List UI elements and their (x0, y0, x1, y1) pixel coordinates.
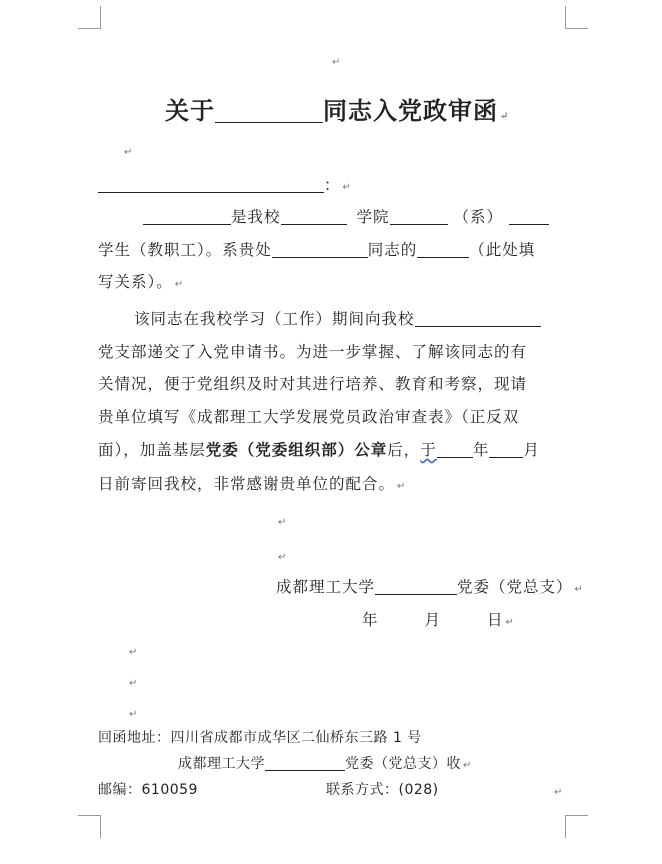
empty-paragraph (127, 640, 137, 663)
para2-line5 (98, 440, 540, 460)
para2-text: 党支部递交了入党申请书。为进一步掌握、了解该同志的有 (98, 343, 528, 361)
student-name-blank[interactable] (143, 208, 231, 225)
recipient-text: 成都理工大学 (178, 756, 265, 772)
para2-text: 面），加盖基层 (98, 441, 206, 459)
para2-text: 月 (523, 441, 540, 459)
relation-blank[interactable] (417, 241, 469, 258)
paragraph-mark: ↵ (174, 279, 184, 290)
para1-line2 (98, 240, 535, 260)
paragraph-mark: ↵ (129, 709, 138, 720)
title-prefix: 关于 (165, 96, 215, 125)
para1-line3 (98, 272, 183, 295)
para2-line1 (134, 309, 541, 329)
paragraph-mark: ↵ (332, 57, 341, 68)
postcode-text: 邮编：610059 (98, 782, 198, 798)
college-blank[interactable] (281, 208, 347, 225)
recipient-text: 党委（党总支）收 (345, 756, 461, 772)
para1-line1 (143, 207, 549, 227)
return-address (98, 728, 422, 748)
para2-text: 该同志在我校学习（工作）期间向我校 (134, 310, 415, 328)
deadline-month-blank[interactable] (489, 441, 523, 458)
recipient-blank[interactable] (265, 756, 345, 771)
contact-text: 联系方式：(028) (326, 782, 439, 798)
paragraph-mark: ↵ (574, 584, 583, 595)
empty-paragraph (127, 671, 137, 694)
para1-text: 学院 (356, 208, 390, 226)
para1-text: （此处填 (469, 241, 536, 259)
date-day-label: 日 (487, 611, 504, 629)
paragraph-mark: ↵ (554, 787, 563, 798)
para1-text: （系） (453, 208, 504, 226)
crop-mark-top-right (565, 6, 588, 29)
page-title (165, 97, 508, 131)
relative-name-blank[interactable] (272, 241, 368, 258)
addressee-blank[interactable] (98, 176, 324, 193)
signature-text: 成都理工大学 (276, 578, 376, 596)
para1-text: 是我校 (231, 208, 281, 226)
crop-mark-bottom-right (565, 815, 588, 838)
empty-paragraph (276, 545, 286, 568)
paragraph-mark: ↵ (505, 617, 514, 628)
para2-text: 年 (472, 441, 490, 459)
para2-line2 (98, 342, 527, 362)
para2-line6 (98, 474, 405, 497)
contact (326, 780, 439, 800)
signature-text: 党委（党总支） (457, 578, 573, 596)
title-suffix: 同志入党政审函 (323, 96, 498, 125)
return-address-text: 回函地址：四川省成都市成华区二仙桥东三路 1 号 (98, 730, 422, 746)
para2-text: 于 (420, 441, 437, 459)
para1-text: 写关系）。 (98, 273, 173, 291)
empty-paragraph (276, 510, 286, 533)
paragraph-mark: ↵ (397, 481, 406, 492)
paragraph-mark: ↵ (500, 111, 509, 122)
recipient-line (178, 754, 471, 776)
crop-mark-bottom-left (78, 815, 101, 838)
para1-text: 学生（教职工）。系贵处 (98, 241, 272, 259)
paragraph-mark: ↵ (342, 182, 351, 193)
seal-requirement-text: 党委（党委组织部）公章 (205, 441, 388, 459)
signature-org-blank[interactable] (375, 578, 457, 595)
paragraph-mark: ↵ (129, 678, 138, 689)
date-month-label: 月 (424, 611, 442, 629)
paragraph-mark: ↵ (463, 760, 472, 771)
crop-mark-top-left (78, 6, 101, 29)
department-blank[interactable] (390, 208, 448, 225)
empty-paragraph (127, 702, 137, 725)
deadline-year-blank[interactable] (437, 441, 473, 458)
date-year-label: 年 (362, 611, 379, 629)
signature-date (362, 610, 514, 633)
paragraph-mark: ↵ (278, 552, 287, 563)
addressee-line (98, 175, 351, 198)
empty-paragraph (552, 780, 562, 803)
addressee-colon: ： (324, 176, 341, 194)
para2-text: 关情况，便于党组织及时对其进行培养、教育和考察，现请 (98, 375, 528, 393)
name-blank[interactable] (215, 100, 323, 123)
class-blank[interactable] (509, 208, 549, 225)
para2-text: 贵单位填写《成都理工大学发展党员政治审查表》（正反双 (98, 408, 520, 426)
para2-line4 (98, 407, 519, 427)
paragraph-mark: ↵ (129, 647, 138, 658)
signature-org (276, 577, 583, 600)
para2-text: 日前寄回我校，非常感谢贵单位的配合。 (98, 475, 396, 493)
paragraph-mark: ↵ (124, 147, 133, 158)
postcode (98, 780, 198, 800)
para2-line3 (98, 374, 527, 394)
empty-paragraph (122, 140, 132, 163)
paragraph-mark: ↵ (278, 517, 287, 528)
para2-text: 后， (387, 441, 421, 459)
para1-text: 同志的 (367, 241, 418, 259)
empty-paragraph (330, 50, 340, 73)
branch-blank[interactable] (415, 310, 541, 327)
